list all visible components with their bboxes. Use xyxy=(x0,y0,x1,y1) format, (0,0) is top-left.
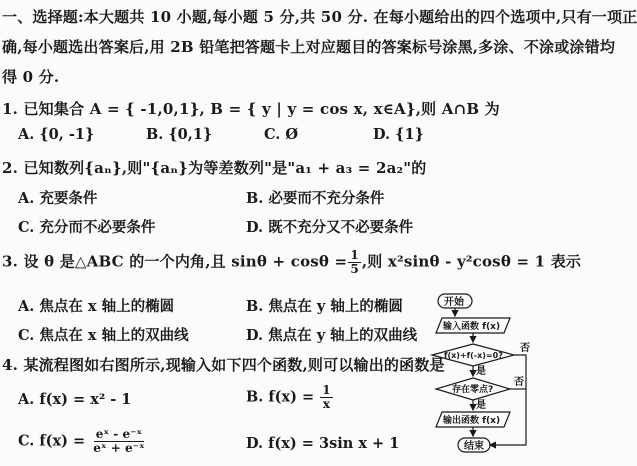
question-4-option-b-denominator: x xyxy=(322,397,330,411)
question-4-option-b xyxy=(246,384,334,411)
flowchart-output-label: 输出函数 f(x) xyxy=(443,416,501,426)
flowchart-condition-2-label: 存在零点? xyxy=(452,385,494,395)
question-2-option-b: B. 必要而不充分条件 xyxy=(246,190,385,207)
question-4-option-c xyxy=(18,428,148,455)
flowchart-condition-1-label: f(x)+f(-x)=0? xyxy=(444,351,503,360)
flowchart-input-label: 输入函数 f(x) xyxy=(443,322,501,332)
question-2-option-a: A. 充要条件 xyxy=(18,190,98,207)
question-3-fraction xyxy=(348,249,361,276)
question-2-option-c: C. 充分而不必要条件 xyxy=(18,219,156,236)
question-3-option-d: D. 焦点在 y 轴上的双曲线 xyxy=(246,327,418,344)
question-4-option-a: A. f(x) = x² - 1 xyxy=(18,391,132,408)
question-2-option-d: D. 既不充分又不必要条件 xyxy=(246,219,414,236)
question-2-stem: 2. 已知数列{aₙ},则"{aₙ}为等差数列"是"a₁ + a₃ = 2a₂"的 xyxy=(2,159,427,177)
question-1-stem: 1. 已知集合 A = { -1,0,1}, B = { y | y = cos x, x∈A},则 A∩B 为 xyxy=(2,100,500,118)
question-4-option-c-denominator: eˣ + e⁻ˣ xyxy=(93,441,145,455)
question-3-stem-post: ,则 x²sinθ - y²cosθ = 1 表示 xyxy=(361,252,582,271)
flowchart xyxy=(430,292,535,466)
flowchart-end-label: 结束 xyxy=(464,441,484,452)
question-3-fraction-numerator: 1 xyxy=(350,248,359,262)
question-4-stem: 4. 某流程图如右图所示,现输入如下四个函数,则可以输出的函数是 xyxy=(2,356,445,374)
question-1-option-b: B. {0,1} xyxy=(146,126,213,143)
question-4-option-c-numerator: eˣ - e⁻ˣ xyxy=(95,427,143,441)
question-1-option-c: C. Ø xyxy=(264,126,299,143)
flowchart-start-label: 开始 xyxy=(444,297,464,308)
question-3-stem-pre: 3. 设 θ 是△ABC 的一个内角,且 sinθ + cosθ = xyxy=(2,252,348,271)
flowchart-no-label-1: 否 xyxy=(520,343,530,354)
question-4-option-b-fraction xyxy=(320,384,332,411)
flowchart-yes-label-1: 是 xyxy=(476,366,486,377)
question-4-option-b-numerator: 1 xyxy=(322,383,331,397)
question-1-option-d: D. {1} xyxy=(373,126,424,143)
question-4-option-b-label: B. f(x) = xyxy=(246,388,315,406)
question-3-fraction-denominator: 5 xyxy=(350,262,359,276)
question-3-stem xyxy=(2,249,581,276)
instructions-line-2: 确,每小题选出答案后,用 2B 铅笔把答题卡上对应题目的答案标号涂黑,多涂、不涂或涂错均 xyxy=(2,38,616,56)
question-3-option-c: C. 焦点在 x 轴上的双曲线 xyxy=(18,327,189,344)
question-4-option-c-label: C. f(x) = xyxy=(18,432,86,450)
question-1-option-a: A. {0, -1} xyxy=(18,126,95,143)
flowchart-yes-label-2: 是 xyxy=(476,400,486,411)
question-4-option-d: D. f(x) = 3sin x + 1 xyxy=(246,435,400,452)
instructions-line-3: 得 0 分. xyxy=(2,68,60,86)
question-3-option-b: B. 焦点在 y 轴上的椭圆 xyxy=(246,298,403,315)
flowchart-no-label-2: 否 xyxy=(514,377,524,388)
instructions-line-1: 一、选择题:本大题共 10 小题,每小题 5 分,共 50 分. 在每小题给出的四个选项中,只有一项正 xyxy=(2,8,637,26)
question-3-option-a: A. 焦点在 x 轴上的椭圆 xyxy=(18,298,175,315)
question-4-option-c-fraction xyxy=(91,428,146,455)
